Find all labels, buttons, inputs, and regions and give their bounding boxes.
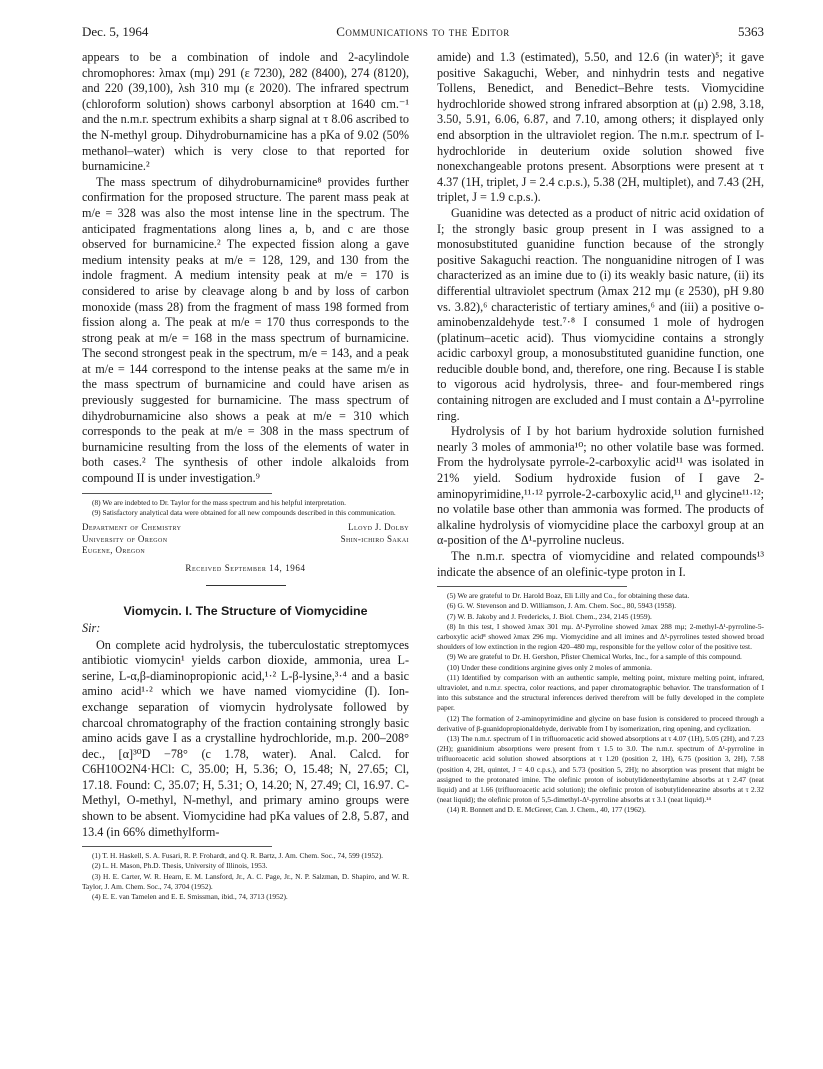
reference: (8) In this test, I showed λmax 301 mμ. Δ¹-Pyrroline showed λmax 288 mμ; 2-methyl-Δ¹-pyrroline-5-carboxylic acid⁸ showed λmax 296 mμ. Viomycidine and all imines and Δ¹-pyrrolines tested showed broad shoulders of low extinction in the region 420–480 mμ, responsible for the yellow color of the positive test. (437, 621, 764, 652)
salutation: Sir: (82, 620, 101, 635)
reference: (9) We are grateful to Dr. H. Gershon, Pfister Chemical Works, Inc., for a sample of this compound. (447, 652, 742, 662)
header-journal: Communications to the Editor (336, 24, 510, 39)
running-header (82, 24, 764, 44)
author-name: Lloyd J. Dolby (348, 522, 409, 533)
reference: (4) E. E. van Tamelen and E. E. Smissman, ibid., 74, 3713 (1952). (92, 892, 288, 902)
reference: (10) Under these conditions arginine gives only 2 moles of ammonia. (447, 662, 652, 672)
reference: (7) W. B. Jakoby and J. Fredericks, J. Biol. Chem., 234, 2145 (1959). (447, 611, 652, 621)
references (437, 591, 764, 815)
received-date: Received September 14, 1964 (185, 562, 306, 573)
right-column (437, 50, 764, 816)
header-date: Dec. 5, 1964 (82, 24, 149, 39)
department: Department of Chemistry (82, 522, 182, 533)
footnote-rule (437, 586, 627, 587)
footnote: (9) Satisfactory analytical data were obtained for all new compounds described in this communication. (92, 507, 396, 517)
header-page-number: 5363 (738, 24, 764, 39)
reference: (1) T. H. Haskell, S. A. Fusari, R. P. Frohardt, and Q. R. Bartz, J. Am. Chem. Soc., 74, 599 (1952). (92, 851, 384, 861)
author-address (82, 522, 409, 557)
city: Eugene, Oregon (82, 545, 146, 556)
author-name: Shin-ichiro Sakai (340, 533, 409, 544)
reference: (2) L. H. Mason, Ph.D. Thesis, University of Illinois, 1953. (92, 861, 268, 871)
reference: (3) H. E. Carter, W. R. Hearn, E. M. Lansford, Jr., A. C. Page, Jr., N. P. Salzman, D. Shapiro, and W. R. Taylor, J. Am. Chem. Soc., 74, 3704 (1952). (82, 871, 409, 891)
reference: (14) R. Bonnett and D. E. McGreer, Can. J. Chem., 40, 177 (1962). (447, 805, 646, 815)
section-divider (206, 585, 286, 586)
footnotes (82, 498, 409, 518)
body-paragraph: amide) and 1.3 (estimated), 5.50, and 12.6 (in water)⁵; it gave positive Sakaguchi, Weber, and ninhydrin tests and negative Tollens, Benedict, and Benedict–Behre tests. Viomycidine hydrochloride showed strong infrared absorption at (μ) 2.98, 3.18, 3.50, 5.91, 6.06, 6.87, and 7.10, among others; it displayed only end absorption in the ultraviolet region. The n.m.r. spectrum of I-hydrochloride in deuterium oxide solution showed five nonexchangeable protons present. Absorptions were present at τ 4.37 (1H, triplet, J = 2.4 c.p.s.), 5.38 (2H, multiplet), and 7.43 (2H, triplet, J = 1.9 c.p.s.). (437, 50, 764, 205)
body-paragraph: Guanidine was detected as a product of nitric acid oxidation of I; the strongly basic group present in I was assigned to a monosubstituted guanidine function because of the strongly positive Sakaguchi reaction. The nonguanidine nitrogen of I was characterized as an imine due to (i) its weakly basic nature, (ii) its differential ultraviolet spectrum (λmax 212 mμ (ε 2530), pH 9.80 vs. 3.82),⁶ characteristic of tertiary amines,⁶ and (iii) a positive o-aminobenzaldehyde test.⁷·⁸ I consumed 1 mole of hydrogen (platinum–acetic acid). Thus viomycidine contains a strongly acidic carboxyl group, a monosubstituted guanidine function, one reducible double bond, and, therefore, one ring. Because I is stable to vigorous acid hydrolysis, three- and four-membered rings containing nitrogen are excluded and I must contain a Δ¹-pyrroline ring. (437, 205, 764, 423)
reference: (6) G. W. Stevenson and D. Williamson, J. Am. Chem. Soc., 80, 5943 (1958). (447, 601, 677, 611)
body-paragraph: The n.m.r. spectra of viomycidine and related compounds¹³ indicate the absence of an olefinic-type proton in I. (437, 549, 764, 579)
reference: (5) We are grateful to Dr. Harold Boaz, Eli Lilly and Co., for obtaining these data. (447, 591, 690, 601)
body-paragraph: The mass spectrum of dihydroburnamicine⁸ provides further confirmation for the proposed structure. The parent mass peak at m/e = 328 was also the most intense line in the spectrum. The anticipated fragmentations along lines a, b, and c are those observed for burnamicine.² The expected fission along a gave medium intensity peaks at m/e = 128, 129, and 130 from the indole fragment. A medium intensity peak at m/e = 170 is considered to arise by cleavage along b and by loss of carbon monoxide (mass 28) from the fragment of mass 198 formed from fission along a. The peak at m/e = 170 thus corresponds to the strong peak at m/e = 168 in the mass spectrum of burnamicine. The second strongest peak in the spectrum, m/e = 143, and a peak at m/e = 144 correspond to the intense peaks at the same m/e in the mass spectrum of burnamicine and could have arisen as previously suggested for burnamicine. The mass spectrum of dihydroburnamicine also shows a peak at m/e = 310 which corresponds to the peak at m/e = 308 in the mass spectrum of burnamicine resulting from the loss of the elements of water in both cases.² The synthesis of other indole alkaloids from compound II is under investigation.⁹ (82, 174, 409, 486)
reference: (13) The n.m.r. spectrum of I in trifluoroacetic acid showed absorptions at τ 4.07 (1H), 5.05 (2H), and 7.23 (2H); guanidinium absorptions were present from τ 1.5 to 3.0. The n.m.r. spectrum of Δ¹-pyrroline in trifluoroacetic acid solution showed absorptions at τ 1.20 (position 2, 1H), 6.75 (position 3, 2H), 7.58 (position 4, 2H, quintet, J = 4.0 c.p.s.), and 5.73 (position 5, 2H); no absorption was present that might be assigned to the protonated imine. The olefinic proton of isobutylideneethylamine absorbs at τ 2.47 (neat liquid) and at 1.66 (trifluoroacetic acid solution); the olefinic proton of isobutylideneazine absorbs at τ 2.32 (neat liquid); the olefinic proton of 5,5-dimethyl-Δ¹-pyrroline absorbs at τ 3.1 (neat liquid).¹⁴ (437, 734, 764, 805)
references (82, 851, 409, 902)
left-column (82, 50, 409, 902)
footnote-rule (82, 846, 272, 847)
footnote-rule (82, 493, 272, 494)
university: University of Oregon (82, 533, 168, 544)
body-paragraph: On complete acid hydrolysis, the tuberculostatic streptomyces antibiotic viomycin¹ yields carbon dioxide, ammonia, urea L-serine, L-α,β-diaminopropionic acid,¹·² L-β-lysine,³·⁴ and a basic amino acid¹·² which we have named viomycidine (I). Ion-exchange separation of viomycin hydrolysate followed by charcoal chromatography of the fraction containing strongly basic amino acids gave I as a crystalline hydrochloride, m.p. 200–208° dec., [α]³⁰D −78° (c 1.78, water). Anal. Calcd. for C6H10O2N4·HCl: C, 35.00; H, 5.36; O, 15.48; N, 27.65; Cl, 17.18. Found: C, 35.07; H, 5.31; O, 14.20; N, 27.49; Cl, 16.97. C-Methyl, O-methyl, N-methyl, and primary amino groups were shown to be absent. Viomycidine had pKa values of 2.8, 5.87, and 13.4 (in 66% dimethylform- (82, 637, 409, 839)
footnote: (8) We are indebted to Dr. Taylor for the mass spectrum and his helpful interpretation. (92, 497, 346, 507)
article-title: Viomycin. I. The Structure of Viomycidine (123, 603, 368, 618)
body-paragraph: appears to be a combination of indole and 2-acylindole chromophores: λmax (mμ) 291 (ε 7230), 282 (8400), 274 (8120), and 220 (39,100), λsh 310 mμ (ε 2020). The infrared spectrum (chloroform solution) shows carbonyl absorption at 1640 cm.⁻¹ and the n.m.r. spectrum exhibits a sharp signal at τ 8.06 ascribed to the N-methyl group. Dihydroburnamicine has a pKa of 9.02 (50% methanol–water) which is very close to that reported for burnamicine.² (82, 50, 409, 174)
body-paragraph: Hydrolysis of I by hot barium hydroxide solution furnished nearly 3 moles of ammonia¹⁰; no other volatile base was formed. From the hydrolysate pyrrole-2-carboxylic acid¹¹ was isolated in 21% yield. Sodium hydroxide fusion of I gave 2-aminopyrimidine,¹¹·¹² pyrrole-2-carboxylic acid,¹¹ and glycine¹¹·¹²; no volatile base other than ammonia was formed. The products of alkaline hydrolysis of viomycidine place the carboxyl group at an α-position of the Δ¹-pyrroline nucleus. (437, 424, 764, 548)
reference: (12) The formation of 2-aminopyrimidine and glycine on base fusion is considered to proceed through a derivative of β-guanidopropionaldehyde, derivable from I by isomerization, ring opening, and cyclization. (437, 713, 764, 733)
reference: (11) Identified by comparison with an authentic sample, melting point, mixture melting point, infrared, ultraviolet, and n.m.r. spectra, color reactions, and paper chromatographic behavior. The transformation of I into this substance and the structural inferences derived therefrom will be fully developed in the complete paper. (437, 672, 764, 713)
